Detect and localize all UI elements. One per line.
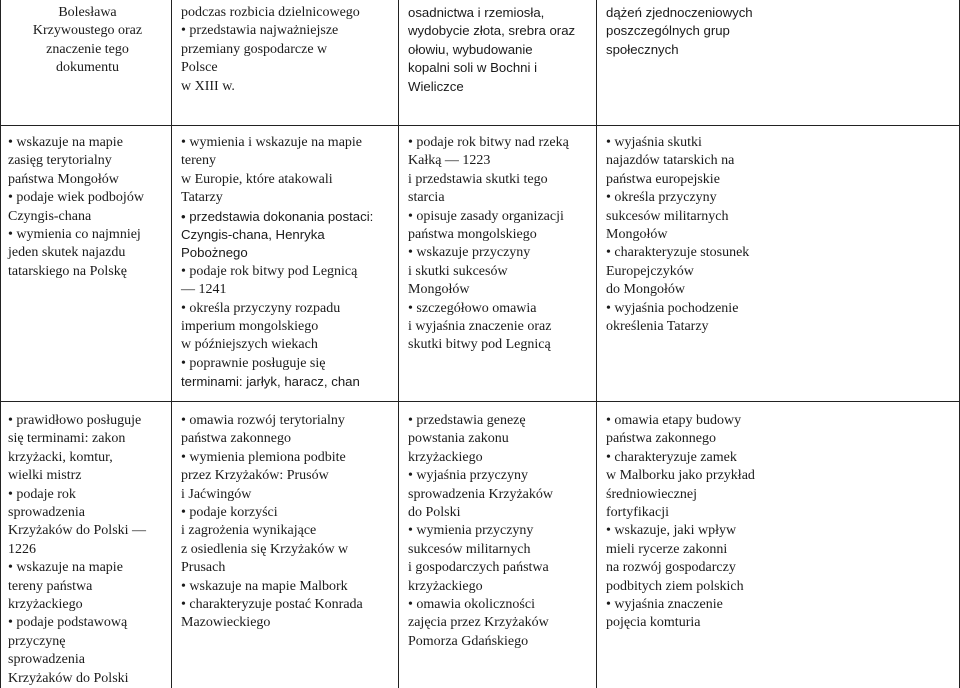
cell-text-line: na rozwój gospodarczy (606, 560, 736, 576)
cell-text-line: najazdów tatarskich na (606, 153, 735, 169)
cell-text-line: Polsce (181, 60, 218, 76)
cell-text-line: państwa zakonnego (181, 431, 292, 447)
cell-text-line: • podaje podstawową (8, 615, 128, 631)
cell-text-line: Wieliczce (408, 78, 464, 94)
cell-text-line: • przedstawia dokonania postaci: (181, 208, 374, 224)
cell-text-line: Mongołów (408, 282, 470, 298)
cell-text-line: Mazowieckiego (181, 615, 271, 631)
cell-text-line: tereny państwa (8, 578, 93, 594)
cell-text-line: fortyfikacji (606, 505, 669, 521)
cell-text-line: • omawia rozwój terytorialny (181, 413, 345, 428)
table-cell (181, 134, 394, 392)
cell-text-line: imperium mongolskiego (181, 319, 319, 335)
cell-text-line: podbitych ziem polskich (606, 578, 744, 594)
cell-text-line: • wskazuje na mapie (8, 560, 123, 576)
cell-text-line: się terminami: zakon (8, 431, 126, 447)
cell-text-line: w Europie, które atakowali (181, 171, 333, 187)
cell-text-line: wielki mistrz (8, 468, 82, 484)
table-cell (408, 4, 592, 96)
cell-text-line: dążeń zjednoczeniowych (606, 5, 753, 20)
cell-text-line: państwa mongolskiego (408, 227, 537, 243)
cell-text-line: • wskazuje na mapie (8, 135, 123, 150)
cell-text-line: terminami: jarłyk, haracz, chan (181, 374, 360, 390)
cell-text-line: Tatarzy (181, 190, 223, 206)
cell-text-line: przez Krzyżaków: Prusów (181, 468, 329, 484)
table-cell (8, 412, 167, 688)
cell-text-line: w XIII w. (181, 78, 235, 94)
cell-text-line: poszczególnych grup (606, 23, 730, 39)
cell-text-line: • przedstawia najważniejsze (181, 23, 339, 39)
cell-text-line: Krzyżaków do Polski — (8, 523, 147, 539)
table-cell (181, 412, 394, 633)
cell-text-line: krzyżackiego (408, 449, 483, 465)
cell-text-line: i skutki sukcesów (408, 263, 508, 279)
column-divider (398, 0, 399, 688)
table-cell (8, 4, 167, 78)
cell-text-line: • wymienia plemiona podbite (181, 449, 346, 465)
cell-text-line: mieli rycerze zakonni (606, 541, 728, 557)
cell-text-line: z osiedlenia się Krzyżaków w (181, 541, 349, 557)
cell-text-line: • charakteryzuje zamek (606, 449, 737, 465)
cell-text-line: Czyngis-chana, Henryka (181, 227, 325, 243)
cell-text-line: • wyjaśnia przyczyny (408, 468, 528, 484)
cell-text-line: • wyjaśnia znaczenie (606, 597, 723, 613)
cell-text-line: krzyżackiego (408, 578, 483, 594)
cell-text-line: • podaje rok bitwy pod Legnicą (181, 263, 358, 279)
cell-text-line: • podaje wiek podbojów (8, 190, 144, 206)
cell-text-line: Europejczyków (606, 263, 694, 279)
cell-text-line: sprowadzenia (8, 505, 85, 521)
cell-text-line: jeden skutek najazdu (8, 245, 126, 261)
cell-text-line: sprowadzenia Krzyżaków (408, 486, 553, 502)
column-divider (596, 0, 597, 688)
cell-text-line: • omawia okoliczności (408, 597, 535, 613)
table-cell (408, 412, 592, 651)
cell-text-line: • wyjaśnia skutki (606, 135, 702, 150)
cell-text-line: • wymienia i wskazuje na mapie (181, 135, 363, 150)
cell-text-line: i wyjaśnia znaczenie oraz (408, 319, 552, 335)
cell-text-line: • wyjaśnia pochodzenie (606, 300, 739, 316)
cell-text-line: osadnictwa i rzemiosła, (408, 5, 545, 20)
cell-text-line: wydobycie złota, srebra oraz (408, 23, 576, 39)
cell-text-line: średniowiecznej (606, 486, 697, 502)
table-cell (408, 134, 592, 355)
cell-text-line: krzyżackiego (8, 597, 83, 613)
cell-text-line: przyczynę (8, 633, 66, 649)
table-cell (606, 412, 956, 633)
cell-text-line: — 1241 (181, 282, 227, 298)
cell-text-line: • prawidłowo posługuje (8, 413, 142, 428)
cell-text-line: podczas rozbicia dzielnicowego (181, 5, 360, 20)
cell-text-line: tatarskiego na Polskę (8, 263, 127, 279)
cell-text-line: ołowiu, wybudowanie (408, 41, 533, 57)
cell-text-line: • podaje rok bitwy nad rzeką (408, 135, 569, 150)
cell-text-line: państwa zakonnego (606, 431, 717, 447)
cell-text-line: • charakteryzuje postać Konrada (181, 597, 363, 613)
cell-text-line: Kałką — 1223 (408, 153, 491, 169)
cell-text-line: kopalni soli w Bochni i (408, 60, 538, 76)
cell-text-line: • wskazuje przyczyny (408, 245, 531, 261)
cell-text-line: i gospodarczych państwa (408, 560, 549, 576)
cell-text-line: Krzyżaków do Polski (8, 670, 129, 686)
cell-text-line: krzyżacki, komtur, (8, 449, 113, 465)
cell-text-line: sukcesów militarnych (606, 208, 729, 224)
cell-text-line: 1226 (8, 541, 36, 557)
cell-text-line: pojęcia komturia (606, 615, 701, 631)
table-border (0, 0, 1, 688)
table-cell (8, 134, 167, 281)
cell-text-line: • szczegółowo omawia (408, 300, 537, 316)
cell-text-line: Czyngis-chana (8, 208, 92, 224)
cell-text-line: w Malborku jako przykład (606, 468, 755, 484)
cell-text-line: Prusach (181, 560, 226, 576)
cell-text-line: państwa Mongołów (8, 171, 119, 187)
cell-text-line: i zagrożenia wynikające (181, 523, 317, 539)
cell-text-line: skutki bitwy pod Legnicą (408, 337, 551, 353)
cell-text-line: • podaje rok (8, 486, 76, 502)
cell-text-line: do Mongołów (606, 282, 685, 298)
cell-text-line: Pobożnego (181, 245, 248, 261)
cell-text-line: przemiany gospodarcze w (181, 41, 328, 57)
cell-text-line: określenia Tatarzy (606, 319, 709, 335)
cell-text-line: zajęcia przez Krzyżaków (408, 615, 549, 631)
cell-text-line: Mongołów (606, 227, 668, 243)
cell-text-line: i Jaćwingów (181, 486, 252, 502)
cell-text-line: • podaje korzyści (181, 505, 278, 521)
cell-text-line: • przedstawia genezę (408, 413, 526, 428)
cell-text-line: • wskazuje na mapie Malbork (181, 578, 348, 594)
table-cell (181, 4, 394, 96)
cell-text-line: sprowadzenia (8, 652, 85, 668)
cell-text-line: znaczenie tego (46, 41, 129, 57)
cell-text-line: zasięg terytorialny (8, 153, 112, 169)
cell-text-line: i przedstawia skutki tego (408, 171, 548, 187)
cell-text-line: Bolesława (58, 5, 117, 20)
cell-text-line: tereny (181, 153, 216, 169)
cell-text-line: Krzywoustego oraz (32, 23, 143, 39)
cell-text-line: • określa przyczyny rozpadu (181, 300, 341, 316)
cell-text-line: do Polski (408, 505, 461, 521)
cell-text-line: w późniejszych wiekach (181, 337, 318, 353)
cell-text-line: • charakteryzuje stosunek (606, 245, 750, 261)
cell-text-line: • określa przyczyny (606, 190, 717, 206)
cell-text-line: powstania zakonu (408, 431, 509, 447)
cell-text-line: • wymienia co najmniej (8, 227, 141, 243)
cell-text-line: • opisuje zasady organizacji (408, 208, 564, 224)
row-divider (0, 125, 960, 126)
cell-text-line: państwa europejskie (606, 171, 720, 187)
cell-text-line: Pomorza Gdańskiego (408, 633, 529, 649)
cell-text-line: dokumentu (56, 60, 119, 76)
cell-text-line: • wymienia przyczyny (408, 523, 534, 539)
cell-text-line: sukcesów militarnych (408, 541, 531, 557)
cell-text-line: społecznych (606, 41, 679, 57)
cell-text-line: starcia (408, 190, 445, 206)
cell-text-line: • wskazuje, jaki wpływ (606, 523, 737, 539)
cell-text-line: • poprawnie posługuje się (181, 355, 326, 371)
cell-text-line: • omawia etapy budowy (606, 413, 742, 428)
column-divider (171, 0, 172, 688)
row-divider (0, 401, 960, 402)
table-cell (606, 134, 956, 336)
table-cell (606, 4, 956, 59)
